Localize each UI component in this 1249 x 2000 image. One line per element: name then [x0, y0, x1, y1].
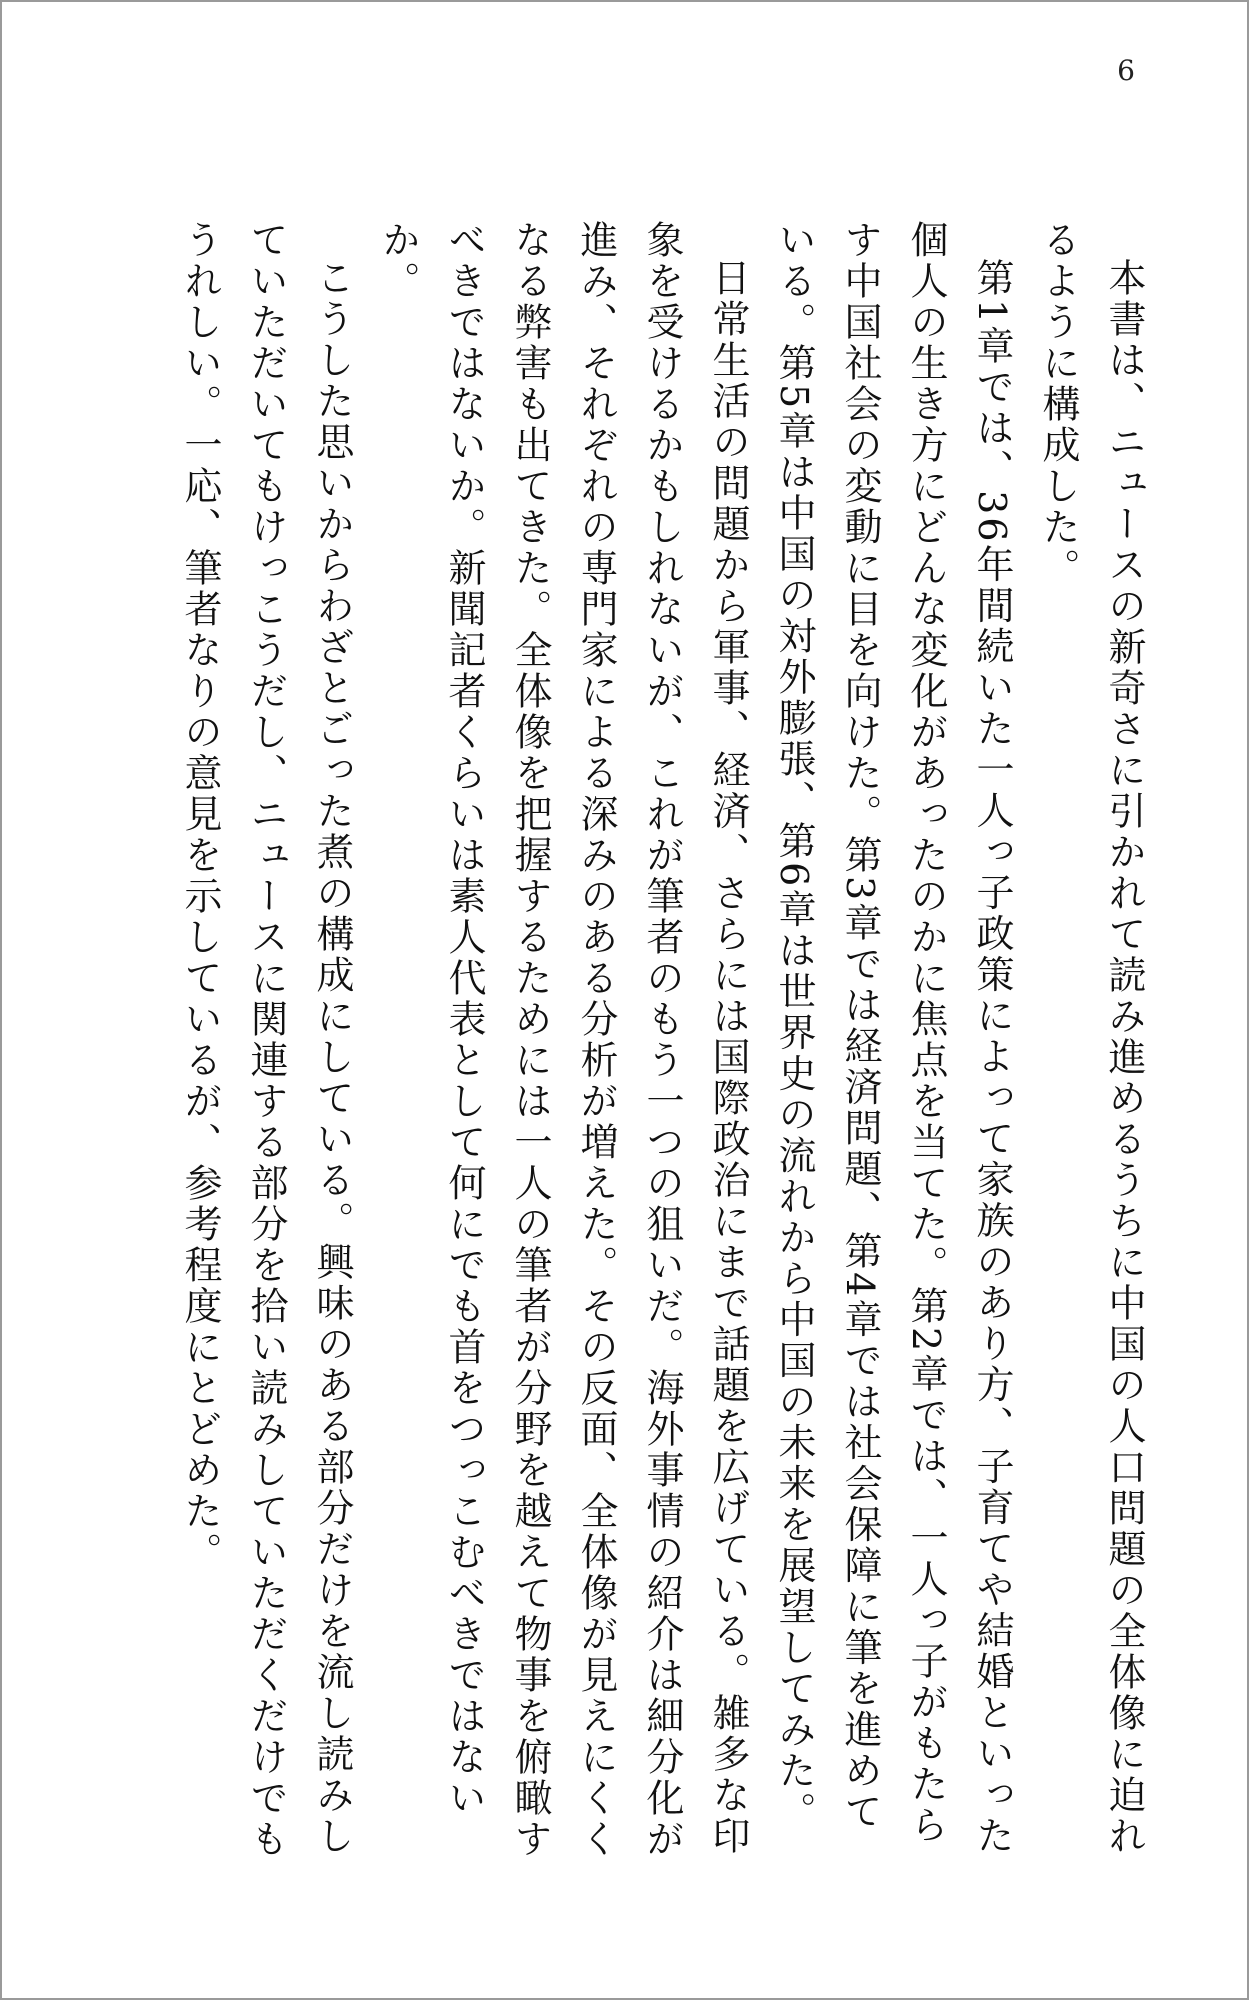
paragraph: 日常生活の問題から軍事、経済、さらには国際政治にまで話題を広げている。雑多な印象を受けるかもしれないが、これが筆者のもう一つの狙いだ。海外事情の紹介は細分化が進み、それぞれの専門家による深みのある分析が増えた。その反面、全体像が見えにくくなる弊害も出てきた。全体像を把握するためには一人の筆者が分野を越えて物事を俯瞰すべきではないか。新聞記者くらいは素人代表として何にでも首をつっこむべきではないか。	[376, 220, 750, 1860]
paragraph: 本書は、ニュースの新奇さに引かれて読み進めるうちに中国の人口問題の全体像に迫れるように構成した。	[1036, 220, 1146, 1857]
paragraph: こうした思いからわざとごった煮の構成にしている。興味のある部分だけを流し読みしていただいてもけっこうだし、ニュースに関連する部分を拾い読みしていただくだけでもうれしい。一応、筆者なりの意見を示しているが、参考程度にとどめた。	[178, 220, 354, 1860]
body-text	[147, 220, 1157, 1860]
paragraph: 第1章では、36年間続いた一人っ子政策によって家族のあり方、子育てや結婚といった個人の生き方にどんな変化があったのかに焦点を当てた。第2章では、一人っ子がもたらす中国社会の変動に目を向けた。第3章では経済問題、第4章では社会保障に筆を進めている。第5章は中国の対外膨張、第6章は世界史の流れから中国の未来を展望してみた。	[772, 220, 1014, 1857]
page-number: 6	[1117, 54, 1135, 87]
